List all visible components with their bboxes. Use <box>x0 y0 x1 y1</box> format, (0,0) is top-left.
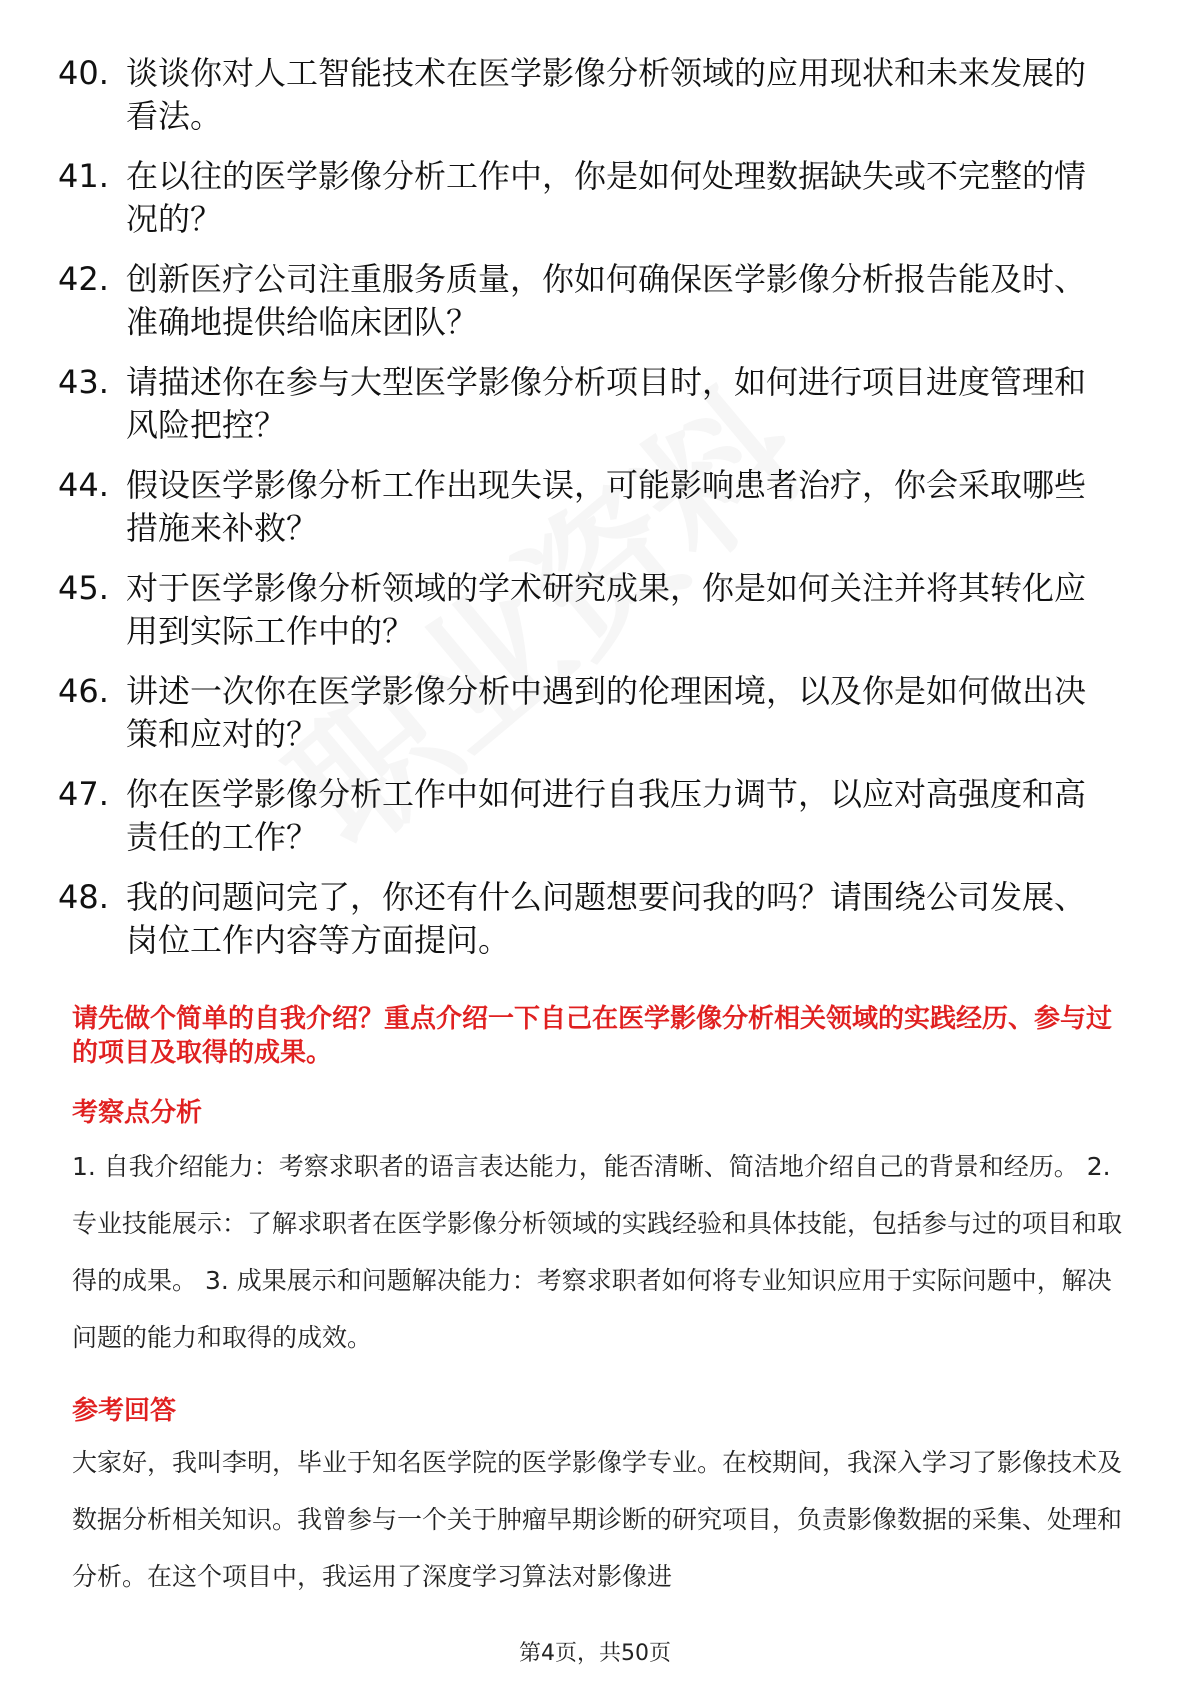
question-number: 41. <box>58 157 109 195</box>
question-item <box>58 361 1108 447</box>
question-number: 43. <box>58 363 109 401</box>
question-text: 你在医学影像分析工作中如何进行自我压力调节，以应对高强度和高责任的工作？ <box>126 775 1087 856</box>
question-number: 40. <box>58 54 109 92</box>
question-text: 创新医疗公司注重服务质量，你如何确保医学影像分析报告能及时、准确地提供给临床团队？ <box>126 260 1087 341</box>
answer-heading: 参考回答 <box>72 1396 177 1426</box>
analysis-text: 1. 自我介绍能力：考察求职者的语言表达能力，能否清晰、简洁地介绍自己的背景和经历。 2. 专业技能展示：了解求职者在医学影像分析领域的实践经验和具体技能，包括参与过的项目和取得的成果。 3. 成果展示和问题解决能力：考察求职者如何将专业知识应用于实际问题中，解决问题的能力和取得的成效。 <box>72 1152 1123 1352</box>
question-item <box>58 52 1108 138</box>
question-number: 48. <box>58 878 109 916</box>
question-list <box>58 52 1108 979</box>
question-number: 44. <box>58 466 109 504</box>
question-text: 讲述一次你在医学影像分析中遇到的伦理困境，以及你是如何做出决策和应对的？ <box>126 672 1087 753</box>
analysis-heading: 考察点分析 <box>72 1098 203 1128</box>
question-item <box>58 464 1108 550</box>
question-text: 对于医学影像分析领域的学术研究成果，你是如何关注并将其转化应用到实际工作中的？ <box>126 569 1087 650</box>
question-text: 假设医学影像分析工作出现失误，可能影响患者治疗，你会采取哪些措施来补救？ <box>126 466 1087 547</box>
page-footer: 第4页，共50页 <box>519 1641 671 1666</box>
question-text: 谈谈你对人工智能技术在医学影像分析领域的应用现状和未来发展的看法。 <box>126 54 1087 135</box>
question-item <box>58 876 1108 962</box>
question-text: 我的问题问完了，你还有什么问题想要问我的吗？请围绕公司发展、岗位工作内容等方面提问。 <box>126 878 1087 959</box>
answer-text: 大家好，我叫李明，毕业于知名医学院的医学影像学专业。在校期间，我深入学习了影像技术及数据分析相关知识。我曾参与一个关于肿瘤早期诊断的研究项目，负责影像数据的采集、处理和分析。在这个项目中，我运用了深度学习算法对影像进 <box>72 1448 1123 1591</box>
question-item <box>58 567 1108 653</box>
question-number: 45. <box>58 569 109 607</box>
question-number: 42. <box>58 260 109 298</box>
question-item <box>58 773 1108 859</box>
question-number: 46. <box>58 672 109 710</box>
question-text: 在以往的医学影像分析工作中，你是如何处理数据缺失或不完整的情况的？ <box>126 157 1087 238</box>
question-number: 47. <box>58 775 109 813</box>
question-item <box>58 670 1108 756</box>
question-item <box>58 155 1108 241</box>
featured-question: 请先做个简单的自我介绍？重点介绍一下自己在医学影像分析相关领域的实践经历、参与过的项目及取得的成果。 <box>72 1004 1113 1068</box>
question-item <box>58 258 1108 344</box>
question-text: 请描述你在参与大型医学影像分析项目时，如何进行项目进度管理和风险把控？ <box>126 363 1087 444</box>
